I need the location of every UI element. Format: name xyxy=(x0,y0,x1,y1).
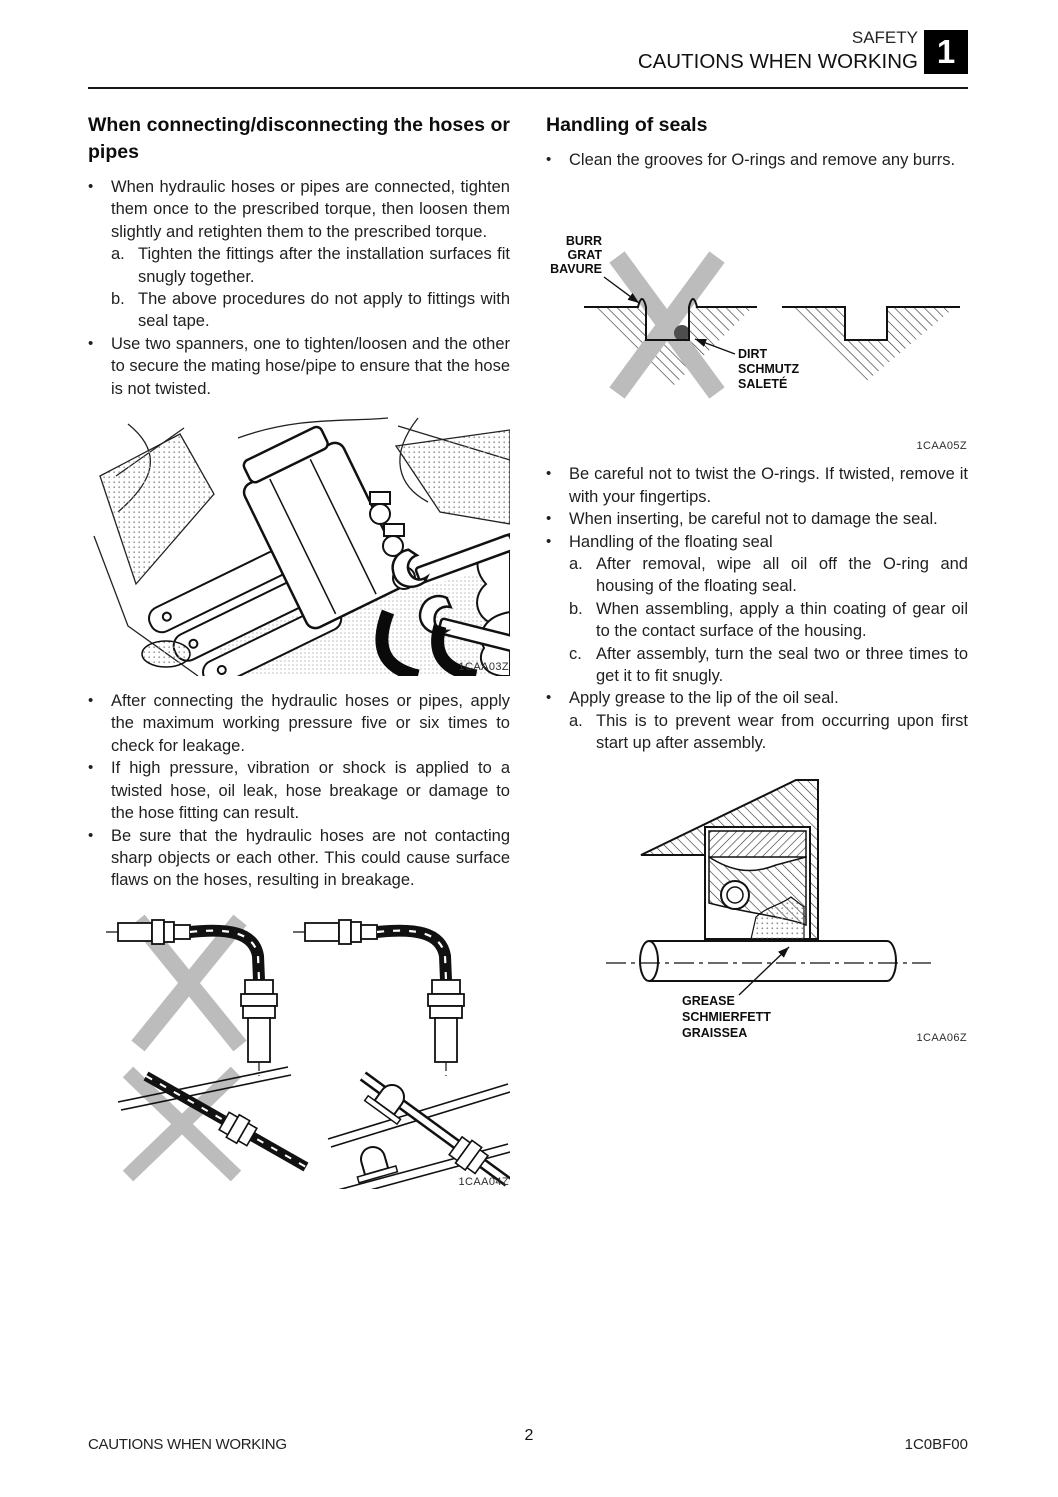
burr-label: BAVURE xyxy=(550,262,602,277)
dirt-particle xyxy=(674,325,690,341)
right-column xyxy=(546,112,968,1047)
figure-spanners-illustration xyxy=(88,416,510,676)
bullet-marker: • xyxy=(88,826,94,844)
bullet-text: Apply grease to the lip of the oil seal. xyxy=(569,689,839,708)
prohibition-x-icon xyxy=(128,1072,236,1176)
chapter-number-badge: 1 xyxy=(924,30,968,74)
figure-code: 1CAA06Z xyxy=(916,1031,967,1044)
spanners-drawing xyxy=(88,416,510,676)
sub-item xyxy=(569,553,968,598)
sub-item xyxy=(569,598,968,643)
bullet-text: After connecting the hydraulic hoses or pipes, apply the maximum working pressure five or six times to check for leakage. xyxy=(111,692,510,755)
figure-oil-seal-illustration xyxy=(546,767,968,1047)
sub-item xyxy=(569,710,968,755)
sub-item-label: a. xyxy=(111,245,125,264)
sub-item-label: c. xyxy=(569,644,582,663)
dirt-label: SCHMUTZ xyxy=(738,362,800,377)
bullet-item xyxy=(546,531,968,553)
oil-seal-drawing xyxy=(546,767,968,1047)
pipe-clamp-icon xyxy=(350,1142,397,1183)
dirt-label: DIRT xyxy=(738,347,768,362)
sub-item-text: When assembling, apply a thin coating of gear oil to the contact surface of the housing. xyxy=(596,599,968,641)
bullet-text: Clean the grooves for O-rings and remove any burrs. xyxy=(569,151,956,169)
bullet-item xyxy=(546,149,968,171)
shaft xyxy=(640,941,896,981)
hose-fitting xyxy=(428,980,464,1062)
bullet-marker: • xyxy=(88,334,94,352)
footer-document-code: 1C0BF00 xyxy=(904,1436,968,1453)
sub-item-text: The above procedures do not apply to fittings with seal tape. xyxy=(138,290,510,331)
bullet-item xyxy=(88,825,510,892)
figure-hose-routing-illustration xyxy=(88,904,510,1189)
bullet-marker: • xyxy=(88,759,94,777)
drain-oval xyxy=(142,641,190,667)
bullet-item xyxy=(88,333,510,400)
sub-item-text: After assembly, turn the seal two or three times to get it to fit snugly. xyxy=(596,644,968,686)
sub-item-text: This is to prevent wear from occurring upon first start up after assembly. xyxy=(596,711,968,753)
figure-code: 1CAA04Z xyxy=(458,1175,509,1188)
sub-item-text: After removal, wipe all oil off the O-ring and housing of the floating seal. xyxy=(596,555,968,596)
bullet-marker: • xyxy=(88,178,94,195)
grease-label: GREASE xyxy=(682,993,735,1008)
sub-item xyxy=(111,243,510,288)
page-number: 2 xyxy=(524,1427,534,1444)
sub-item-label: b. xyxy=(111,290,125,309)
bullet-text: Handling of the floating seal xyxy=(569,532,773,551)
left-column xyxy=(88,112,510,1189)
header-chapter-title: CAUTIONS WHEN WORKING xyxy=(637,50,918,73)
bullet-item xyxy=(88,757,510,824)
sub-item xyxy=(111,288,510,333)
figure-code: 1CAA03Z xyxy=(458,661,509,674)
hose-fitting xyxy=(118,920,190,944)
correct-hose xyxy=(377,930,446,979)
bullet-marker: • xyxy=(546,465,552,483)
bullet-item xyxy=(88,690,510,757)
hose-routing-drawing xyxy=(88,904,510,1189)
bullet-marker: • xyxy=(546,689,552,707)
burr-label: BURR xyxy=(565,234,602,249)
footer-section-title: CAUTIONS WHEN WORKING xyxy=(88,1436,287,1453)
header-section-label: SAFETY xyxy=(851,28,918,47)
grease-label: SCHMIERFETT xyxy=(682,1009,771,1024)
groove-drawing xyxy=(546,227,968,455)
shaded-panel xyxy=(396,430,510,524)
figure-groove-illustration xyxy=(546,227,968,455)
burr-label: GRAT xyxy=(567,248,602,263)
section-heading-seals: Handling of seals xyxy=(546,114,708,136)
grease-label: GRAISSEA xyxy=(682,1025,748,1040)
sub-item-label: b. xyxy=(569,599,583,618)
bullet-text: Use two spanners, one to tighten/loosen and the other to secure the mating hose/pipe to ensure that the hose is not twisted. xyxy=(111,334,511,398)
hose-fitting xyxy=(241,980,277,1062)
bullet-item xyxy=(546,463,968,508)
crossing-pipes xyxy=(323,1084,510,1189)
sub-item-label: a. xyxy=(569,711,583,730)
section-heading-hoses: When connecting/disconnecting the hoses or pipes xyxy=(88,114,510,163)
bullet-text: When hydraulic hoses or pipes are connected, tighten them once to the prescribed torque, then loosen them slightly and retighten them to the prescribed torque. xyxy=(111,178,510,241)
bullet-marker: • xyxy=(546,510,552,528)
bullet-text: Be sure that the hydraulic hoses are not contacting sharp objects or each other. This could cause surface flaws on the hoses, resulting in breakage. xyxy=(111,826,510,890)
bullet-item xyxy=(88,176,510,243)
bullet-item xyxy=(546,687,968,709)
seal-case xyxy=(709,831,806,857)
figure-code: 1CAA05Z xyxy=(916,440,967,453)
hose-fitting xyxy=(305,920,377,944)
sub-item-text: Tighten the fittings after the installation surfaces fit snugly together. xyxy=(138,245,510,286)
header-rule xyxy=(88,87,968,89)
bullet-text: If high pressure, vibration or shock is applied to a twisted hose, oil leak, hose breakage or damage to the hose fitting can result. xyxy=(111,759,510,823)
bullet-marker: • xyxy=(546,532,552,550)
bullet-marker: • xyxy=(88,692,94,710)
bullet-text: Be careful not to twist the O-rings. If twisted, remove it with your fingertips. xyxy=(569,465,968,506)
bullet-text: When inserting, be careful not to damage the seal. xyxy=(569,510,938,529)
bullet-marker: • xyxy=(546,151,552,168)
garter-spring xyxy=(721,881,749,909)
dirt-label: SALETÉ xyxy=(738,377,788,392)
shaded-panel xyxy=(100,434,214,584)
sub-item xyxy=(569,643,968,688)
bullet-item xyxy=(546,508,968,530)
sub-item-label: a. xyxy=(569,555,583,574)
